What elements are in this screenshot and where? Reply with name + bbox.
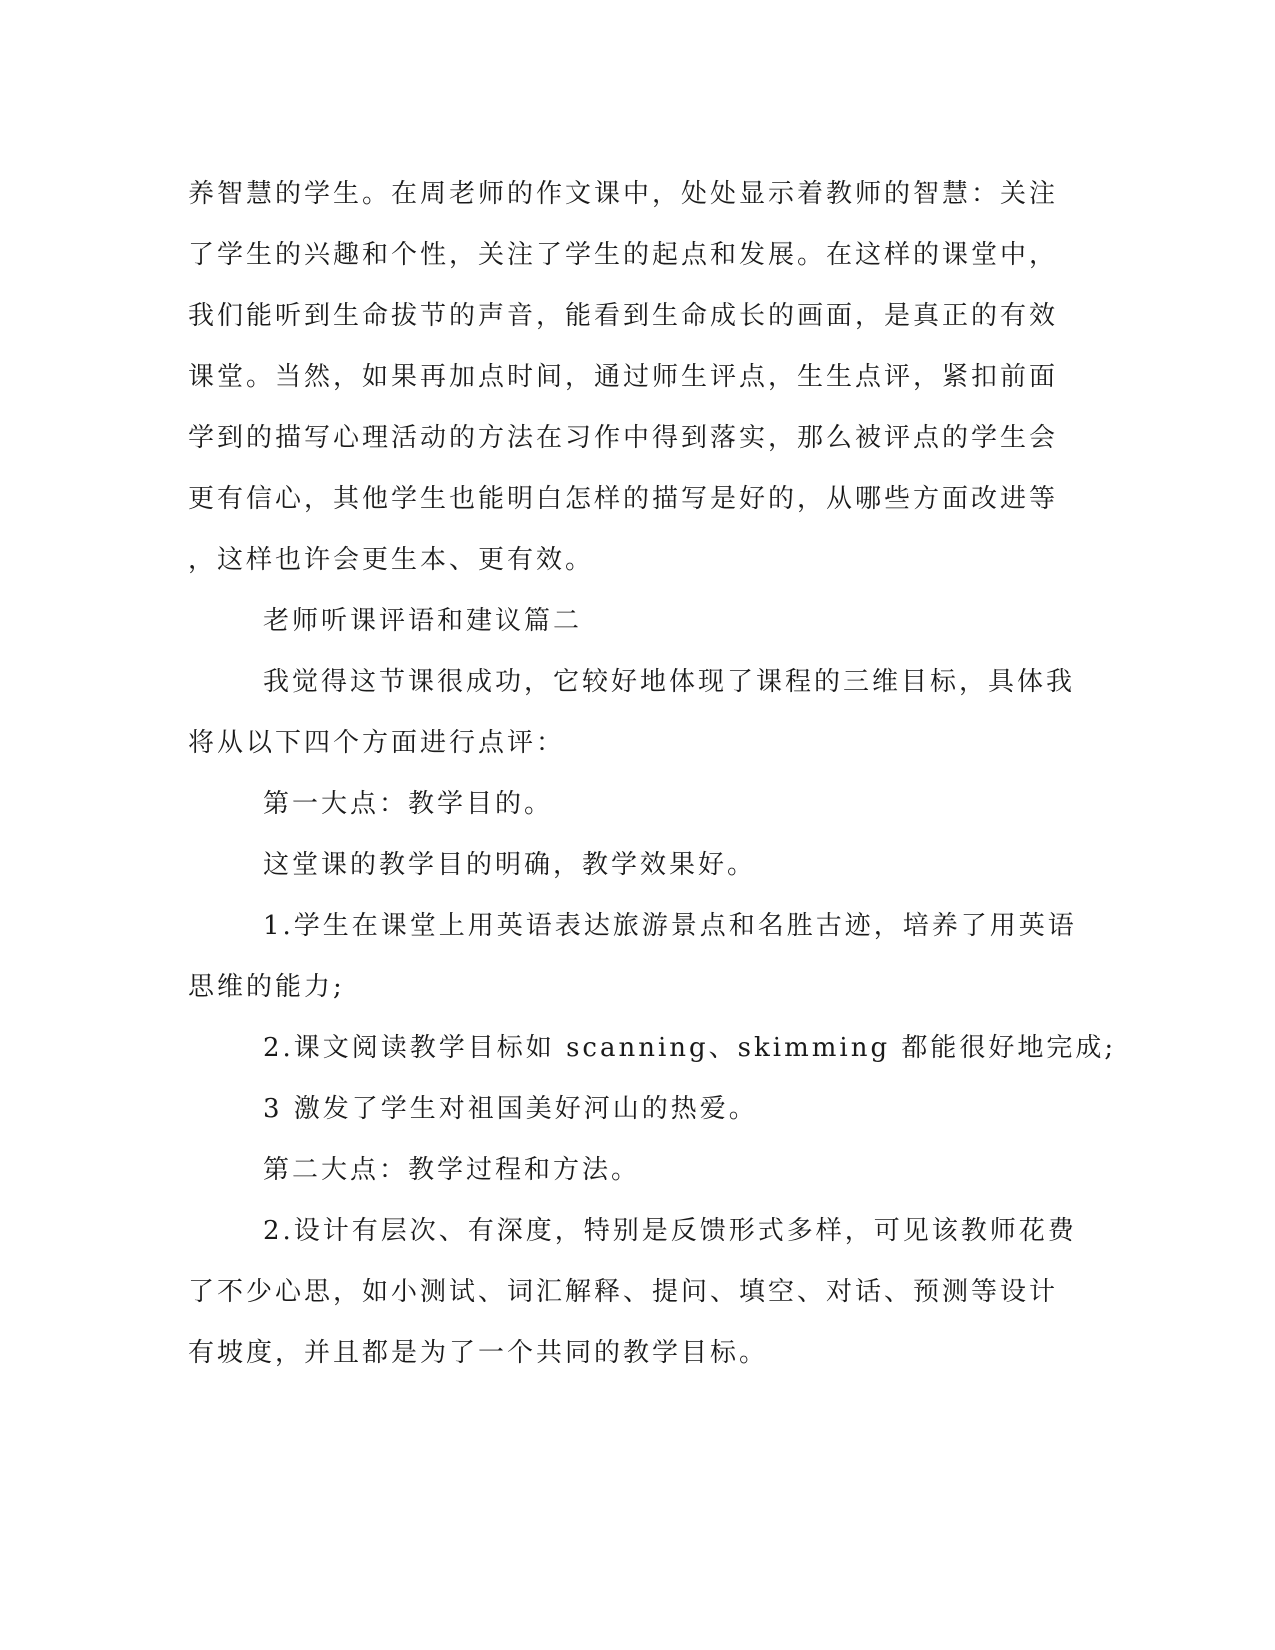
text-line: ，这样也许会更生本、更有效。 — [188, 545, 595, 575]
text-line: 了学生的兴趣和个性，关注了学生的起点和发展。在这样的课堂中， — [188, 240, 1059, 270]
list-item: 2.课文阅读教学目标如 scanning、skimming 都能很好地完成; — [263, 1033, 1117, 1063]
list-item: 1.学生在课堂上用英语表达旅游景点和名胜古迹，培养了用英语 — [263, 911, 1077, 941]
text-line: 思维的能力; — [188, 972, 345, 1002]
section-heading: 老师听课评语和建议篇二 — [263, 606, 583, 636]
text-line: 将从以下四个方面进行点评： — [188, 728, 566, 758]
text-line: 这堂课的教学目的明确，教学效果好。 — [263, 850, 757, 880]
text-line: 我觉得这节课很成功，它较好地体现了课程的三维目标，具体我 — [263, 667, 1076, 697]
point-heading: 第二大点：教学过程和方法。 — [263, 1155, 641, 1185]
document-body — [188, 164, 1117, 1384]
text-line: 了不少心思，如小测试、词汇解释、提问、填空、对话、预测等设计 — [188, 1277, 1059, 1307]
text-line: 课堂。当然，如果再加点时间，通过师生评点，生生点评，紧扣前面 — [188, 362, 1059, 392]
text-line: 学到的描写心理活动的方法在习作中得到落实，那么被评点的学生会 — [188, 423, 1059, 453]
list-item: 2.设计有层次、有深度，特别是反馈形式多样，可见该教师花费 — [263, 1216, 1077, 1246]
text-line: 养智慧的学生。在周老师的作文课中，处处显示着教师的智慧：关注 — [188, 179, 1059, 209]
list-item: 3 激发了学生对祖国美好河山的热爱。 — [263, 1094, 758, 1124]
point-heading: 第一大点：教学目的。 — [263, 789, 554, 819]
text-line: 有坡度，并且都是为了一个共同的教学目标。 — [188, 1338, 769, 1368]
text-line: 更有信心，其他学生也能明白怎样的描写是好的，从哪些方面改进等 — [188, 484, 1059, 514]
text-line: 我们能听到生命拔节的声音，能看到生命成长的画面，是真正的有效 — [188, 301, 1059, 331]
